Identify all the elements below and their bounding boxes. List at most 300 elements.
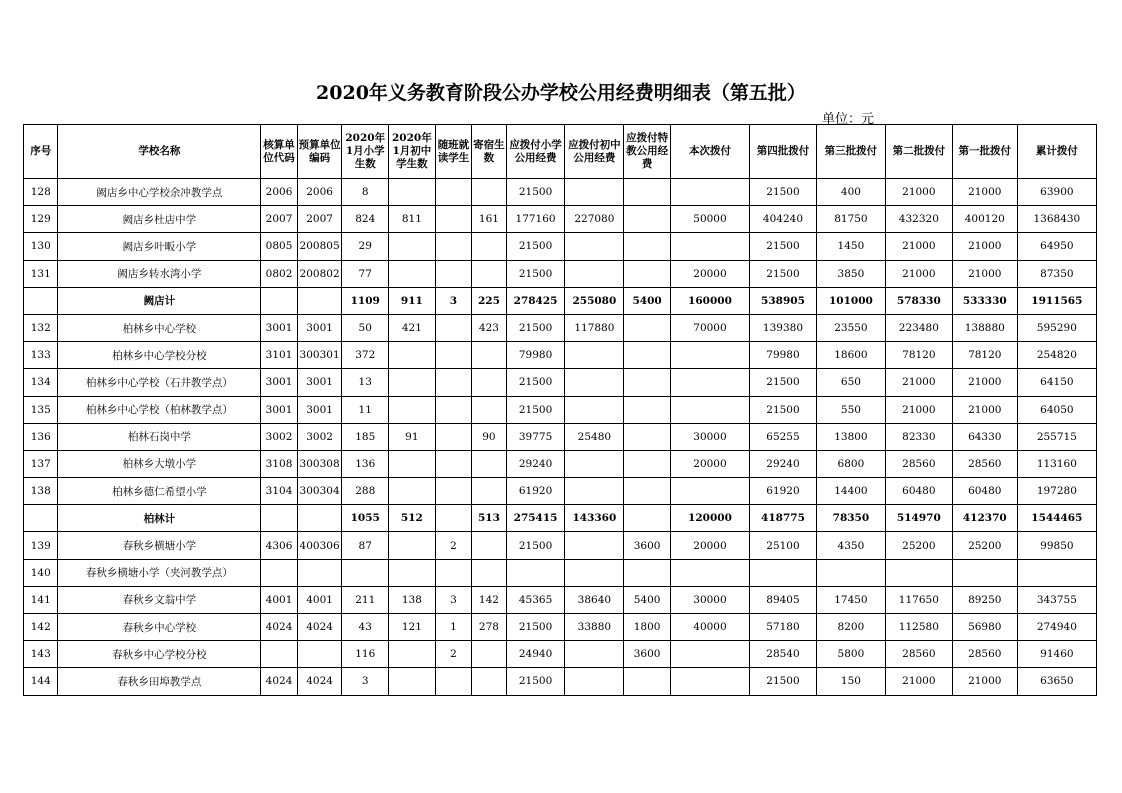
- table-cell: [565, 396, 624, 423]
- table-row: [24, 423, 1097, 450]
- table-cell: 197280: [1017, 478, 1096, 505]
- table-row: [24, 314, 1097, 341]
- school-name-cell: 阙店乡叶畈小学: [58, 233, 261, 260]
- table-cell: [565, 179, 624, 206]
- table-cell: 89405: [750, 586, 817, 613]
- table-cell: [624, 369, 671, 396]
- table-cell: 278425: [506, 287, 565, 314]
- table-row: [24, 369, 1097, 396]
- table-cell: 142: [24, 614, 58, 641]
- table-cell: 21000: [952, 233, 1017, 260]
- table-cell: [565, 369, 624, 396]
- table-cell: [389, 559, 436, 586]
- table-cell: [389, 233, 436, 260]
- table-cell: 130: [24, 233, 58, 260]
- table-cell: 144: [24, 668, 58, 695]
- table-cell: 400120: [952, 206, 1017, 233]
- table-row: [24, 206, 1097, 233]
- table-cell: [624, 450, 671, 477]
- table-cell: 116: [342, 641, 389, 668]
- school-name-cell: 阙店乡转水湾小学: [58, 260, 261, 287]
- table-cell: 177160: [506, 206, 565, 233]
- table-cell: 113160: [1017, 450, 1096, 477]
- column-header: 核算单位代码: [261, 125, 298, 179]
- table-cell: 185: [342, 423, 389, 450]
- table-cell: [565, 532, 624, 559]
- table-cell: 255715: [1017, 423, 1096, 450]
- table-cell: [389, 478, 436, 505]
- table-cell: 29240: [506, 450, 565, 477]
- table-cell: 21000: [885, 179, 952, 206]
- expense-table: [23, 124, 1097, 696]
- table-cell: 28540: [750, 641, 817, 668]
- table-cell: [435, 450, 472, 477]
- table-cell: 21500: [750, 668, 817, 695]
- table-cell: [624, 260, 671, 287]
- table-cell: [565, 233, 624, 260]
- table-cell: 33880: [565, 614, 624, 641]
- table-cell: 60480: [952, 478, 1017, 505]
- table-cell: 13800: [816, 423, 885, 450]
- table-cell: [624, 206, 671, 233]
- table-cell: 400306: [297, 532, 342, 559]
- table-cell: 57180: [750, 614, 817, 641]
- table-row: [24, 179, 1097, 206]
- table-cell: 87350: [1017, 260, 1096, 287]
- table-row: [24, 641, 1097, 668]
- table-cell: 278: [472, 614, 506, 641]
- table-cell: 3002: [297, 423, 342, 450]
- table-cell: 3104: [261, 478, 298, 505]
- table-cell: 30000: [670, 423, 749, 450]
- table-cell: 121: [389, 614, 436, 641]
- table-cell: 3108: [261, 450, 298, 477]
- table-cell: 30000: [670, 586, 749, 613]
- table-cell: 227080: [565, 206, 624, 233]
- table-cell: 120000: [670, 505, 749, 532]
- table-cell: 117650: [885, 586, 952, 613]
- table-cell: 4024: [261, 614, 298, 641]
- table-cell: 138880: [952, 314, 1017, 341]
- table-cell: [389, 532, 436, 559]
- table-cell: [435, 342, 472, 369]
- table-cell: [670, 179, 749, 206]
- school-name-cell: 柏林乡中心学校分校: [58, 342, 261, 369]
- table-cell: 1800: [624, 614, 671, 641]
- table-cell: 11: [342, 396, 389, 423]
- table-cell: 134: [24, 369, 58, 396]
- column-header: 2020年1月初中学生数: [389, 125, 436, 179]
- table-cell: 418775: [750, 505, 817, 532]
- table-cell: 82330: [885, 423, 952, 450]
- table-row: [24, 396, 1097, 423]
- school-name-cell: 阙店计: [58, 287, 261, 314]
- table-cell: 514970: [885, 505, 952, 532]
- table-cell: [624, 233, 671, 260]
- table-cell: 343755: [1017, 586, 1096, 613]
- table-cell: 129: [24, 206, 58, 233]
- table-cell: 21000: [885, 233, 952, 260]
- table-cell: 79980: [750, 342, 817, 369]
- table-cell: 4001: [261, 586, 298, 613]
- table-cell: 300308: [297, 450, 342, 477]
- table-cell: 29: [342, 233, 389, 260]
- table-cell: 21500: [506, 614, 565, 641]
- table-cell: 140: [24, 559, 58, 586]
- table-cell: 4024: [297, 614, 342, 641]
- table-cell: 21500: [506, 369, 565, 396]
- table-cell: 65255: [750, 423, 817, 450]
- header-row: [24, 125, 1097, 179]
- table-cell: 112580: [885, 614, 952, 641]
- table-cell: 50: [342, 314, 389, 341]
- table-cell: [565, 559, 624, 586]
- table-cell: 911: [389, 287, 436, 314]
- table-cell: [952, 559, 1017, 586]
- table-cell: 512: [389, 505, 436, 532]
- table-cell: 21500: [506, 396, 565, 423]
- table-cell: 14400: [816, 478, 885, 505]
- table-cell: [624, 559, 671, 586]
- table-cell: 99850: [1017, 532, 1096, 559]
- table-cell: 21500: [750, 233, 817, 260]
- table-cell: 131: [24, 260, 58, 287]
- table-cell: 70000: [670, 314, 749, 341]
- table-cell: [472, 233, 506, 260]
- table-cell: [261, 287, 298, 314]
- table-row: [24, 233, 1097, 260]
- table-cell: [472, 478, 506, 505]
- school-name-cell: 阙店乡杜店中学: [58, 206, 261, 233]
- table-cell: [565, 342, 624, 369]
- school-name-cell: 柏林乡德仁希望小学: [58, 478, 261, 505]
- table-cell: [24, 287, 58, 314]
- table-cell: 63900: [1017, 179, 1096, 206]
- table-cell: [435, 314, 472, 341]
- table-cell: 43: [342, 614, 389, 641]
- school-name-cell: 春秋乡横塘小学（夹河教学点）: [58, 559, 261, 586]
- school-name-cell: 柏林计: [58, 505, 261, 532]
- table-cell: [472, 342, 506, 369]
- table-cell: 90: [472, 423, 506, 450]
- table-cell: 77: [342, 260, 389, 287]
- table-cell: [565, 641, 624, 668]
- table-cell: 64950: [1017, 233, 1096, 260]
- table-cell: 21000: [952, 260, 1017, 287]
- table-cell: 64150: [1017, 369, 1096, 396]
- table-cell: 60480: [885, 478, 952, 505]
- table-cell: 128: [24, 179, 58, 206]
- table-cell: 136: [24, 423, 58, 450]
- column-header: 2020年1月小学生数: [342, 125, 389, 179]
- table-cell: [435, 559, 472, 586]
- column-header: 第四批拨付: [750, 125, 817, 179]
- table-cell: 21500: [506, 179, 565, 206]
- table-cell: [261, 505, 298, 532]
- table-cell: 0802: [261, 260, 298, 287]
- table-cell: [297, 505, 342, 532]
- table-cell: [389, 641, 436, 668]
- table-cell: 21500: [506, 314, 565, 341]
- table-cell: 538905: [750, 287, 817, 314]
- table-cell: [1017, 559, 1096, 586]
- table-cell: 21000: [952, 668, 1017, 695]
- table-cell: 404240: [750, 206, 817, 233]
- school-name-cell: 春秋乡田埠教学点: [58, 668, 261, 695]
- table-cell: [624, 668, 671, 695]
- table-cell: 64050: [1017, 396, 1096, 423]
- table-cell: 13: [342, 369, 389, 396]
- table-cell: 139380: [750, 314, 817, 341]
- table-cell: [435, 233, 472, 260]
- table-cell: 200802: [297, 260, 342, 287]
- table-cell: 3001: [297, 396, 342, 423]
- table-cell: 3001: [261, 369, 298, 396]
- table-cell: 2006: [297, 179, 342, 206]
- table-cell: [565, 260, 624, 287]
- table-row: [24, 668, 1097, 695]
- subtotal-row: [24, 287, 1097, 314]
- table-cell: 87: [342, 532, 389, 559]
- table-cell: 274940: [1017, 614, 1096, 641]
- table-cell: [389, 260, 436, 287]
- table-row: [24, 532, 1097, 559]
- table-row: [24, 260, 1097, 287]
- table-cell: 2007: [297, 206, 342, 233]
- table-cell: 21500: [750, 179, 817, 206]
- table-cell: [624, 423, 671, 450]
- table-cell: 25100: [750, 532, 817, 559]
- table-cell: 578330: [885, 287, 952, 314]
- table-cell: 138: [389, 586, 436, 613]
- table-cell: [885, 559, 952, 586]
- table-cell: 17450: [816, 586, 885, 613]
- table-cell: 811: [389, 206, 436, 233]
- table-cell: 40000: [670, 614, 749, 641]
- table-cell: 25480: [565, 423, 624, 450]
- unit-label: 单位：元: [822, 112, 875, 127]
- table-cell: [389, 450, 436, 477]
- table-cell: 18600: [816, 342, 885, 369]
- table-cell: [389, 369, 436, 396]
- table-cell: [670, 233, 749, 260]
- table-cell: 101000: [816, 287, 885, 314]
- table-cell: [389, 179, 436, 206]
- school-name-cell: 阙店乡中心学校余冲教学点: [58, 179, 261, 206]
- table-cell: 63650: [1017, 668, 1096, 695]
- table-cell: 150: [816, 668, 885, 695]
- table-cell: 5400: [624, 586, 671, 613]
- table-cell: 824: [342, 206, 389, 233]
- table-cell: [472, 396, 506, 423]
- column-header: 第三批拨付: [816, 125, 885, 179]
- table-cell: 161: [472, 206, 506, 233]
- table-cell: [506, 559, 565, 586]
- table-cell: 650: [816, 369, 885, 396]
- table-cell: 3: [435, 287, 472, 314]
- table-cell: 50000: [670, 206, 749, 233]
- table-cell: 21500: [506, 260, 565, 287]
- table-cell: 1368430: [1017, 206, 1096, 233]
- table-cell: 4306: [261, 532, 298, 559]
- table-cell: 1450: [816, 233, 885, 260]
- table-cell: 5800: [816, 641, 885, 668]
- table-cell: 21000: [952, 396, 1017, 423]
- table-cell: 25200: [952, 532, 1017, 559]
- table-cell: 21000: [952, 369, 1017, 396]
- column-header: 随班就读学生: [435, 125, 472, 179]
- table-cell: [297, 641, 342, 668]
- table-cell: [261, 641, 298, 668]
- table-cell: [472, 369, 506, 396]
- table-cell: [472, 532, 506, 559]
- table-cell: 135: [24, 396, 58, 423]
- table-cell: 1109: [342, 287, 389, 314]
- school-name-cell: 春秋乡横塘小学: [58, 532, 261, 559]
- table-cell: 38640: [565, 586, 624, 613]
- column-header: 累计拨付: [1017, 125, 1096, 179]
- table-cell: 2: [435, 641, 472, 668]
- table-cell: 28560: [952, 641, 1017, 668]
- table-cell: 3001: [297, 369, 342, 396]
- table-cell: [472, 641, 506, 668]
- table-row: [24, 614, 1097, 641]
- table-cell: 64330: [952, 423, 1017, 450]
- table-cell: 21500: [750, 369, 817, 396]
- table-cell: [261, 559, 298, 586]
- table-cell: 78120: [952, 342, 1017, 369]
- table-cell: 3850: [816, 260, 885, 287]
- table-cell: [435, 396, 472, 423]
- table-cell: 412370: [952, 505, 1017, 532]
- table-cell: 21000: [885, 668, 952, 695]
- table-cell: 5400: [624, 287, 671, 314]
- subtotal-row: [24, 505, 1097, 532]
- table-cell: [472, 450, 506, 477]
- table-cell: 61920: [750, 478, 817, 505]
- table-cell: [472, 260, 506, 287]
- column-header: 应拨付特教公用经费: [624, 125, 671, 179]
- table-cell: 56980: [952, 614, 1017, 641]
- school-name-cell: 春秋乡中心学校: [58, 614, 261, 641]
- table-cell: 533330: [952, 287, 1017, 314]
- table-cell: 3001: [261, 396, 298, 423]
- table-cell: 24940: [506, 641, 565, 668]
- table-cell: 20000: [670, 260, 749, 287]
- page-title: 2020年义务教育阶段公办学校公用经费明细表（第五批）: [316, 82, 806, 104]
- table-cell: 3600: [624, 532, 671, 559]
- table-cell: 1055: [342, 505, 389, 532]
- table-row: [24, 478, 1097, 505]
- table-cell: 3001: [261, 314, 298, 341]
- table-cell: 21500: [506, 668, 565, 695]
- table-cell: [435, 179, 472, 206]
- column-header: 预算单位编码: [297, 125, 342, 179]
- school-name-cell: 柏林乡中心学校（柏林教学点）: [58, 396, 261, 423]
- table-cell: 3600: [624, 641, 671, 668]
- table-cell: [565, 450, 624, 477]
- table-cell: 78120: [885, 342, 952, 369]
- table-cell: [435, 423, 472, 450]
- table-cell: 23550: [816, 314, 885, 341]
- table-cell: [435, 505, 472, 532]
- table-cell: [565, 478, 624, 505]
- table-cell: [624, 342, 671, 369]
- table-cell: 3101: [261, 342, 298, 369]
- table-cell: 141: [24, 586, 58, 613]
- table-cell: 1911565: [1017, 287, 1096, 314]
- table-cell: 160000: [670, 287, 749, 314]
- table-cell: 4001: [297, 586, 342, 613]
- column-header: 序号: [24, 125, 58, 179]
- table-cell: 6800: [816, 450, 885, 477]
- table-cell: 91460: [1017, 641, 1096, 668]
- table-cell: 21000: [885, 369, 952, 396]
- table-cell: 136: [342, 450, 389, 477]
- table-cell: 21500: [750, 396, 817, 423]
- table-cell: 29240: [750, 450, 817, 477]
- table-cell: [624, 505, 671, 532]
- table-cell: 550: [816, 396, 885, 423]
- table-cell: 8: [342, 179, 389, 206]
- table-cell: [670, 342, 749, 369]
- table-cell: 25200: [885, 532, 952, 559]
- table-cell: 28560: [885, 641, 952, 668]
- table-cell: 39775: [506, 423, 565, 450]
- table-cell: 21500: [506, 532, 565, 559]
- school-name-cell: 春秋乡文翁中学: [58, 586, 261, 613]
- table-cell: 91: [389, 423, 436, 450]
- table-cell: [624, 478, 671, 505]
- table-cell: [816, 559, 885, 586]
- table-cell: 255080: [565, 287, 624, 314]
- column-header: 第二批拨付: [885, 125, 952, 179]
- column-header: 寄宿生数: [472, 125, 506, 179]
- table-cell: 595290: [1017, 314, 1096, 341]
- table-cell: 133: [24, 342, 58, 369]
- table-cell: [750, 559, 817, 586]
- table-cell: [297, 287, 342, 314]
- column-header: 应拨付初中公用经费: [565, 125, 624, 179]
- table-cell: [297, 559, 342, 586]
- table-cell: 223480: [885, 314, 952, 341]
- table-cell: 254820: [1017, 342, 1096, 369]
- table-cell: 4024: [261, 668, 298, 695]
- table-cell: 3002: [261, 423, 298, 450]
- table-cell: 61920: [506, 478, 565, 505]
- table-cell: [472, 179, 506, 206]
- table-cell: 513: [472, 505, 506, 532]
- table-row: [24, 586, 1097, 613]
- table-cell: 81750: [816, 206, 885, 233]
- table-cell: 200805: [297, 233, 342, 260]
- table-cell: 142: [472, 586, 506, 613]
- table-cell: 3001: [297, 314, 342, 341]
- column-header: 应拨付小学公用经费: [506, 125, 565, 179]
- table-cell: 0805: [261, 233, 298, 260]
- table-cell: 79980: [506, 342, 565, 369]
- table-cell: 45365: [506, 586, 565, 613]
- table-cell: 20000: [670, 450, 749, 477]
- table-cell: 117880: [565, 314, 624, 341]
- table-cell: [624, 314, 671, 341]
- table-cell: [24, 505, 58, 532]
- table-cell: [472, 559, 506, 586]
- table-cell: [624, 396, 671, 423]
- table-cell: 275415: [506, 505, 565, 532]
- table-cell: 423: [472, 314, 506, 341]
- table-cell: [435, 260, 472, 287]
